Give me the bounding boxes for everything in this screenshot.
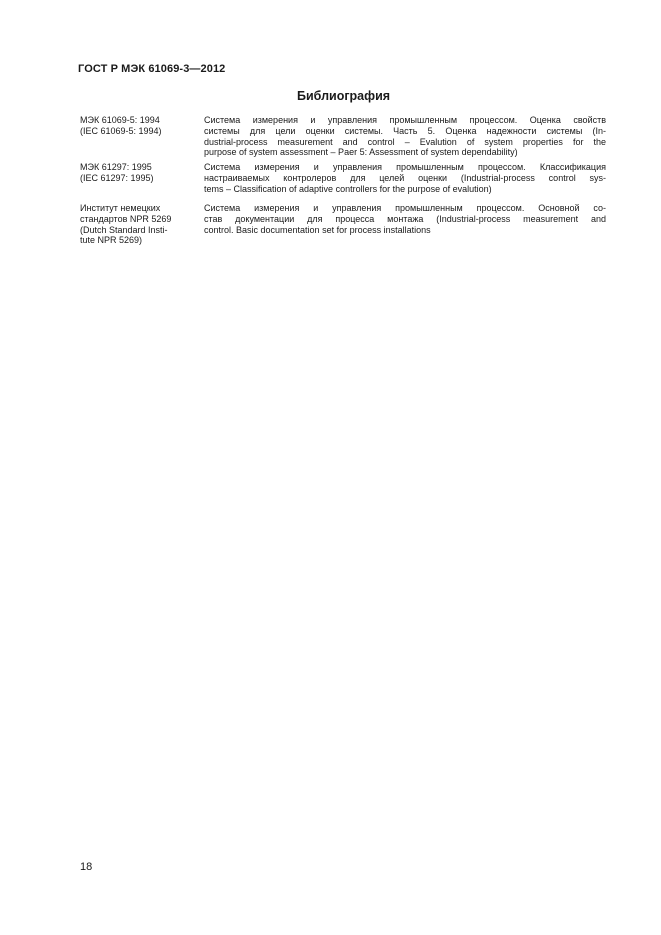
- entry-reference: [80, 203, 192, 246]
- description-line: став документации для процесса монтажа (Industrial-process measurement and: [204, 213, 606, 224]
- reference-line: (IEC 61297: 1995): [80, 172, 154, 183]
- entry-description: [204, 203, 606, 235]
- description-line: настраиваемых контролеров для целей оценки (Industrial-process control sys-: [204, 172, 606, 183]
- entry-description: [204, 162, 606, 194]
- description-line: tems – Classification of adaptive controllers for the purpose of evalution): [204, 183, 492, 194]
- description-line: Система измерения и управления промышленным процессом. Классификация: [204, 162, 606, 172]
- page-number: 18: [80, 861, 93, 873]
- description-line: dustrial-process measurement and control – Evalution of system properties for the: [204, 136, 606, 147]
- bibliography-list: [80, 115, 608, 249]
- reference-line: (Dutch Standard Insti-: [80, 224, 168, 235]
- entry-reference: [80, 162, 192, 184]
- reference-line: стандартов NPR 5269: [80, 213, 172, 224]
- entry-description: [204, 115, 606, 158]
- description-line: системы для цели оценки системы. Часть 5. Оценка надежности системы (In-: [204, 125, 606, 136]
- reference-line: Институт немецких: [80, 203, 161, 213]
- document-header: ГОСТ Р МЭК 61069-3—2012: [78, 63, 226, 75]
- reference-line: tute NPR 5269): [80, 235, 143, 246]
- description-line: Система измерения и управления промышленным процессом. Основной со-: [204, 203, 606, 213]
- bibliography-title: Библиография: [297, 89, 391, 103]
- bibliography-entry: [80, 203, 608, 249]
- reference-line: МЭК 61297: 1995: [80, 162, 152, 172]
- reference-line: МЭК 61069-5: 1994: [80, 115, 160, 125]
- description-line: Система измерения и управления промышленным процессом. Оценка свойств: [204, 115, 606, 125]
- entry-reference: [80, 115, 192, 137]
- bibliography-entry: [80, 162, 608, 203]
- description-line: purpose of system assessment – Paer 5: Assessment of system dependability): [204, 147, 518, 158]
- reference-line: (IEC 61069-5: 1994): [80, 125, 162, 136]
- description-line: control. Basic documentation set for process installations: [204, 224, 431, 235]
- bibliography-entry: [80, 115, 608, 162]
